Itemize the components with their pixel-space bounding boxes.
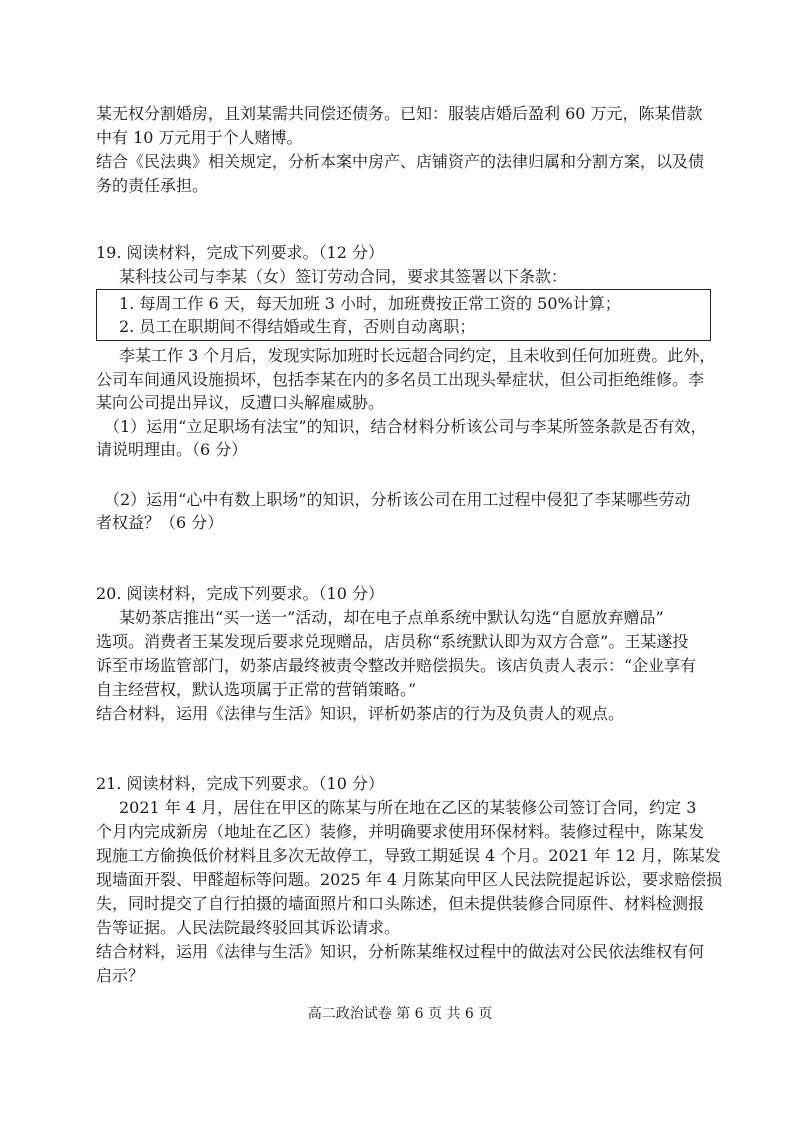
page-footer: 高二政治试卷 第 6 页 共 6 页	[307, 1006, 493, 1022]
q19-material-line-3: 某向公司提出异议，反遭口头解雇威胁。	[96, 393, 385, 412]
carryover-line-2: 中有 10 万元用于个人赌博。	[96, 128, 303, 147]
carryover-task-line-1: 结合《民法典》相关规定，分析本案中房产、店铺资产的法律归属和分割方案，以及债	[96, 152, 705, 171]
q19-clause-1: 1. 每周工作 6 天，每天加班 3 小时，加班费按正常工资的 50%计算；	[119, 294, 621, 313]
q19-header: 19. 阅读材料，完成下列要求。（12 分）	[96, 243, 384, 262]
q19-sub2-line-2: 者权益？（6 分）	[96, 513, 224, 532]
q19-sub1-line-1: （1）运用“立足职场有法宝”的知识，结合材料分析该公司与李某所签条款是否有效，	[104, 417, 707, 436]
carryover-task-line-2: 务的责任承担。	[96, 176, 209, 195]
q21-header: 21. 阅读材料，完成下列要求。（10 分）	[96, 774, 384, 793]
q21-material-line-4: 现墙面开裂、甲醛超标等问题。2025 年 4 月陈某向甲区人民法院提起诉讼，要求赔偿损	[96, 870, 723, 889]
q21-material-line-6: 告等证据。人民法院最终驳回其诉讼请求。	[96, 918, 401, 937]
q20-material-line-2: 选项。消费者王某发现后要求兑现赠品，店员称“系统默认即为双方合意”。王某遂投	[96, 632, 689, 651]
q19-sub2-line-1: （2）运用“心中有数上职场”的知识，分析该公司在用工过程中侵犯了李某哪些劳动	[104, 490, 691, 509]
carryover-line-1: 某无权分割婚房，且刘某需共同偿还债务。已知：服装店婚后盈利 60 万元，陈某借款	[96, 104, 703, 123]
q21-material-line-5: 失，同时提交了自行拍摄的墙面照片和口头陈述，但未提供装修合同原件、材料检测报	[96, 894, 705, 913]
q19-sub1-line-2: 请说明理由。（6 分）	[96, 440, 248, 459]
q20-task: 结合材料，运用《法律与生活》知识，评析奶茶店的行为及负责人的观点。	[96, 704, 625, 723]
q20-header: 20. 阅读材料，完成下列要求。（10 分）	[96, 584, 384, 603]
q20-material-line-4: 自主经营权，默认选项属于正常的营销策略。”	[96, 680, 417, 699]
q21-task-line-1: 结合材料，运用《法律与生活》知识，分析陈某维权过程中的做法对公民依法维权有何	[96, 942, 705, 961]
q19-intro: 某科技公司与李某（女）签订劳动合同，要求其签署以下条款：	[119, 267, 568, 286]
q21-material-line-2: 个月内完成新房（地址在乙区）装修，并明确要求使用环保材料。装修过程中，陈某发	[96, 822, 705, 841]
q21-material-line-3: 现施工方偷换低价材料且多次无故停工，导致工期延误 4 个月。2021 年 12 月，陈某发	[96, 846, 721, 865]
q20-material-line-3: 诉至市场监管部门，奶茶店最终被责令整改并赔偿损失。该店负责人表示：“企业享有	[96, 656, 697, 675]
q21-task-line-2: 启示？	[96, 966, 145, 985]
q20-material-line-1: 某奶茶店推出“买一送一”活动，却在电子点单系统中默认勾选“自愿放弃赠品”	[119, 608, 664, 627]
q19-clause-2: 2. 员工在职期间不得结婚或生育，否则自动离职；	[119, 317, 476, 336]
q19-material-line-1: 李某工作 3 个月后，发现实际加班时长远超合同约定，且未收到任何加班费。此外，	[119, 346, 716, 365]
q21-material-line-1: 2021 年 4 月，居住在甲区的陈某与所在地在乙区的某装修公司签订合同，约定 3	[119, 798, 697, 817]
q19-material-line-2: 公司车间通风设施损坏，包括李某在内的多名员工出现头晕症状，但公司拒绝维修。李	[96, 370, 705, 389]
